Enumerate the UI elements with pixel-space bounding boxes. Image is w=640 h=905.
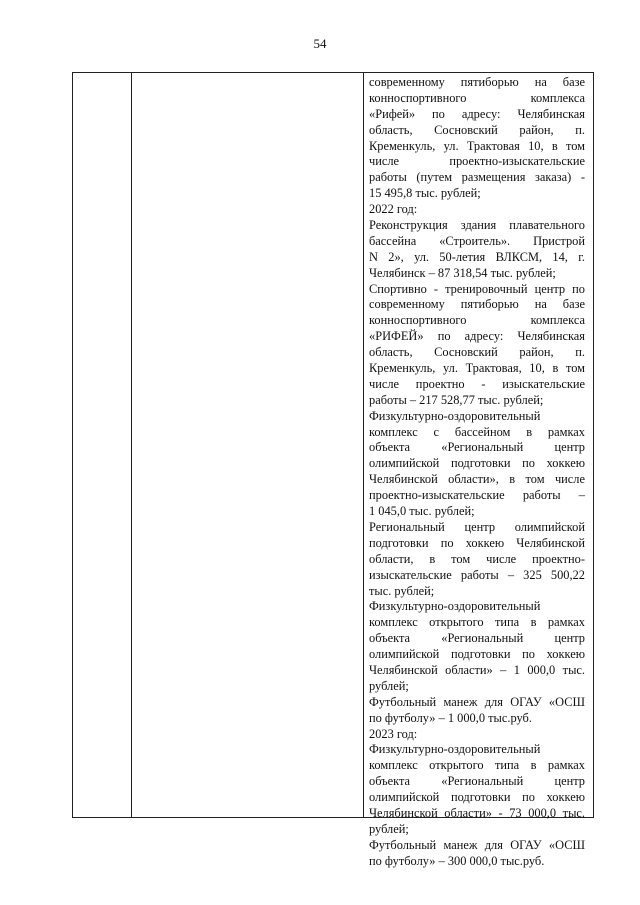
- text-line: области, в том числе проектно-: [369, 551, 585, 566]
- text-line: олимпийской подготовки по хоккею: [369, 647, 585, 662]
- text-line: Челябинской области» – 1 000,0 тыс.: [369, 662, 585, 677]
- text-line: Челябинской области» - 73 000,0 тыс.: [369, 805, 585, 820]
- text-line: «РИФЕЙ» по адресу: Челябинская: [369, 329, 585, 344]
- column-divider-2: [363, 73, 364, 817]
- text-line: Футбольный манеж для ОГАУ «ОСШ: [369, 837, 585, 852]
- text-line: 15 495,8 тыс. рублей;: [369, 186, 481, 201]
- column-divider-1: [131, 73, 132, 817]
- text-line: Футбольный манеж для ОГАУ «ОСШ: [369, 694, 585, 709]
- text-line: тыс. рублей;: [369, 583, 435, 598]
- text-line: по футболу» – 300 000,0 тыс.руб.: [369, 853, 545, 868]
- text-line: Челябинской области», в том числе: [369, 472, 585, 487]
- paragraph: [369, 520, 585, 599]
- text-line: комплекс с бассейном в рамках: [369, 424, 585, 439]
- text-line: Кременкуль, ул. Трактовая, 10, в том: [369, 361, 585, 376]
- text-line: рублей;: [369, 678, 409, 693]
- text-line: числе проектно-изыскательские: [369, 154, 585, 169]
- text-line: бассейна «Строитель». Пристрой: [369, 233, 585, 248]
- text-line: 2023 год:: [369, 726, 418, 741]
- text-line: 2022 год:: [369, 202, 418, 217]
- text-line: Региональный центр олимпийской: [369, 519, 585, 534]
- text-line: Реконструкция здания плавательного: [369, 218, 585, 233]
- text-line: олимпийской подготовки по хоккею: [369, 456, 585, 471]
- text-line: числе проектно - изыскательские: [369, 376, 585, 391]
- text-line: изыскательские работы – 325 500,22: [369, 567, 585, 582]
- paragraph: [369, 409, 585, 520]
- paragraph: [369, 695, 585, 727]
- text-line: работы – 217 528,77 тыс. рублей;: [369, 392, 544, 407]
- text-line: конноспортивного комплекса: [369, 313, 585, 328]
- text-line: объекта «Региональный центр: [369, 440, 585, 455]
- text-line: олимпийской подготовки по хоккею: [369, 790, 585, 805]
- text-line: Физкультурно-оздоровительный: [369, 599, 541, 614]
- text-line: Спортивно - тренировочный центр по: [369, 281, 585, 296]
- text-line: Челябинск – 87 318,54 тыс. рублей;: [369, 265, 556, 280]
- text-line: объекта «Региональный центр: [369, 774, 585, 789]
- text-line: по футболу» – 1 000,0 тыс.руб.: [369, 710, 532, 725]
- text-line: комплекс открытого типа в рамках: [369, 758, 585, 773]
- text-line: область, Сосновский район, п.: [369, 345, 585, 360]
- text-line: современному пятиборью на базе: [369, 75, 585, 89]
- text-line: область, Сосновский район, п.: [369, 122, 585, 137]
- text-line: подготовки по хоккею Челябинской: [369, 535, 585, 550]
- paragraph: [369, 202, 585, 281]
- text-line: Физкультурно-оздоровительный: [369, 742, 541, 757]
- paragraph: [369, 599, 585, 694]
- page-number: 54: [313, 36, 327, 51]
- text-line: N 2», ул. 50-летия ВЛКСМ, 14, г.: [369, 249, 585, 264]
- text-line: современному пятиборью на базе: [369, 297, 585, 312]
- text-line: «Рифей» по адресу: Челябинская: [369, 106, 585, 121]
- paragraph: [369, 75, 585, 202]
- text-line: проектно-изыскательские работы –: [369, 488, 585, 503]
- text-line: комплекс открытого типа в рамках: [369, 615, 585, 630]
- description-cell: [369, 75, 585, 870]
- text-line: Кременкуль, ул. Трактовая 10, в том: [369, 138, 585, 153]
- document-table: [72, 72, 594, 868]
- text-line: работы (путем размещения заказа) -: [369, 170, 585, 185]
- text-line: 1 045,0 тыс. рублей;: [369, 504, 475, 519]
- text-line: конноспортивного комплекса: [369, 90, 585, 105]
- text-line: Физкультурно-оздоровительный: [369, 408, 541, 423]
- text-line: объекта «Региональный центр: [369, 631, 585, 646]
- paragraph: [369, 838, 585, 870]
- paragraph: [369, 727, 585, 838]
- text-line: рублей;: [369, 821, 409, 836]
- paragraph: [369, 282, 585, 409]
